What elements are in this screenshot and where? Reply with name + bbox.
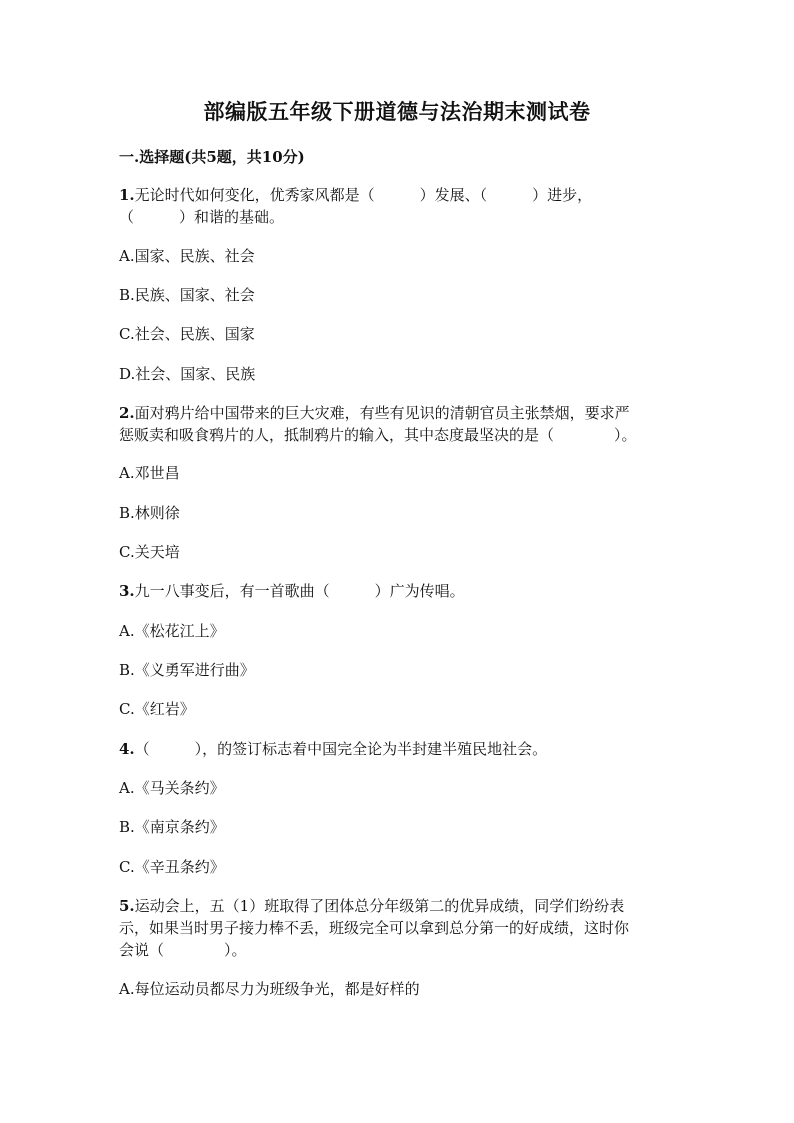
- option-1d[interactable]: D.社会、国家、民族: [119, 365, 256, 383]
- question-1-line-2: （ ）和谐的基础。: [119, 208, 285, 226]
- question-5-line-1: [119, 895, 624, 917]
- question-text: 九一八事变后，有一首歌曲（ ）广为传唱。: [134, 582, 465, 600]
- page-title: 部编版五年级下册道德与法治期末测试卷: [203, 99, 591, 124]
- option-4c[interactable]: C.《辛丑条约》: [119, 858, 225, 876]
- option-3a[interactable]: A.《松花江上》: [119, 622, 225, 640]
- option-2b[interactable]: B.林则徐: [119, 504, 180, 522]
- question-number: 2.: [119, 404, 135, 422]
- option-2c[interactable]: C.关天培: [119, 543, 180, 561]
- question-text: 运动会上，五（1）班取得了团体总分年级第二的优异成绩，同学们纷纷表: [134, 897, 625, 915]
- question-5-line-3: 会说（ ）。: [119, 941, 247, 959]
- question-number: 4.: [119, 740, 135, 758]
- question-text: 无论时代如何变化，优秀家风都是（ ）发展、（ ）进步，: [134, 186, 593, 204]
- option-5a[interactable]: A.每位运动员都尽力为班级争光，都是好样的: [119, 980, 420, 998]
- question-number: 5.: [119, 897, 135, 915]
- question-2-line-1: [119, 402, 630, 424]
- question-number: 3.: [119, 582, 135, 600]
- option-1c[interactable]: C.社会、民族、国家: [119, 325, 255, 343]
- question-text: 面对鸦片给中国带来的巨大灾难，有些有见识的清朝官员主张禁烟，要求严: [134, 404, 630, 422]
- option-2a[interactable]: A.邓世昌: [119, 464, 180, 482]
- question-4-line-1: [119, 738, 547, 760]
- question-5-line-2: 示，如果当时男子接力棒不丢，班级完全可以拿到总分第一的好成绩，这时你: [119, 919, 630, 937]
- question-1-line-1: [119, 184, 592, 206]
- option-1a[interactable]: A.国家、民族、社会: [119, 247, 255, 265]
- option-4b[interactable]: B.《南京条约》: [119, 818, 225, 836]
- option-3c[interactable]: C.《红岩》: [119, 700, 195, 718]
- question-3-line-1: [119, 580, 465, 602]
- section-heading: 一.选择题(共5题，共10分): [119, 148, 305, 166]
- option-3b[interactable]: B.《义勇军进行曲》: [119, 661, 255, 679]
- question-text: （ ），的签订标志着中国完全论为半封建半殖民地社会。: [134, 740, 548, 758]
- option-4a[interactable]: A.《马关条约》: [119, 779, 225, 797]
- option-1b[interactable]: B.民族、国家、社会: [119, 286, 255, 304]
- question-number: 1.: [119, 186, 135, 204]
- question-2-line-2: 惩贩卖和吸食鸦片的人，抵制鸦片的输入，其中态度最坚决的是（ ）。: [119, 426, 637, 444]
